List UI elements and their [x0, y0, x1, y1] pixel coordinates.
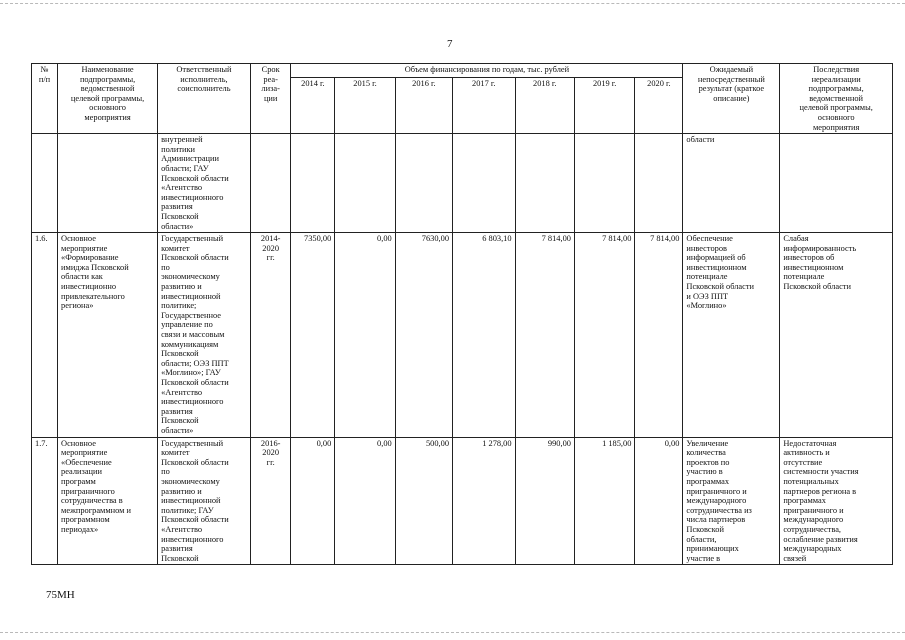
- footer-code: 75МН: [46, 589, 75, 601]
- cell-amount: 7 814,00: [574, 233, 634, 437]
- header-year: 2017 г.: [453, 78, 516, 134]
- cell-amount: [291, 134, 335, 233]
- cell-amount: [395, 134, 452, 233]
- cell-name: Основное мероприятие «Обеспечение реализации программ приграничного сотрудничества в межпрограммном и программном периодах»: [58, 437, 158, 565]
- cell-amount: 0,00: [291, 437, 335, 565]
- cell-name: Основное мероприятие «Формирование имиджа Псковской области как инвестиционно привлекательного региона»: [58, 233, 158, 437]
- cell-amount: 1 185,00: [574, 437, 634, 565]
- header-name: Наименование подпрограммы, ведомственной целевой программы, основного мероприятия: [58, 64, 158, 134]
- financing-table: [31, 63, 893, 565]
- cell-amount: 990,00: [515, 437, 574, 565]
- cell-amount: [335, 134, 395, 233]
- cell-amount: [453, 134, 516, 233]
- header-year: 2019 г.: [574, 78, 634, 134]
- cell-amount: 7 814,00: [515, 233, 574, 437]
- header-financing: Объем финансирования по годам, тыс. рублей: [291, 64, 683, 78]
- cell-amount: 7350,00: [291, 233, 335, 437]
- cell-result: Увеличение количества проектов по участию в программах приграничного и международного сотрудничества из числа партнеров Псковской области, принимающих участие в: [683, 437, 780, 565]
- header-num: № п/п: [32, 64, 58, 134]
- header-year: 2016 г.: [395, 78, 452, 134]
- cell-consequences: Слабая информированность инвесторов об инвестиционном потенциале Псковской области: [780, 233, 893, 437]
- header-executor: Ответственный исполнитель, соисполнитель: [158, 64, 251, 134]
- cell-term: 2014- 2020 гг.: [250, 233, 291, 437]
- cell-amount: [515, 134, 574, 233]
- cell-term: 2016- 2020 гг.: [250, 437, 291, 565]
- cell-num: [32, 134, 58, 233]
- cell-name: [58, 134, 158, 233]
- header-year: 2014 г.: [291, 78, 335, 134]
- cell-amount: [574, 134, 634, 233]
- cell-executor: Государственный комитет Псковской области по экономическому развитию и инвестиционной политике; Государственное управление по связи и массовым коммуникациям Псковской области; ОЭЗ ППТ «Моглино»; ГАУ Псковской области «Агентство инвестиционного развития Псковской области»: [158, 233, 251, 437]
- cell-consequences: [780, 134, 893, 233]
- scan-edge-top: [0, 3, 905, 4]
- header-year: 2020 г.: [635, 78, 683, 134]
- cell-num: 1.7.: [32, 437, 58, 565]
- cell-amount: 500,00: [395, 437, 452, 565]
- table-row: [32, 233, 893, 437]
- header-term: Срок реа- лиза- ции: [250, 64, 291, 134]
- cell-amount: 1 278,00: [453, 437, 516, 565]
- cell-num: 1.6.: [32, 233, 58, 437]
- header-year: 2015 г.: [335, 78, 395, 134]
- cell-amount: 0,00: [335, 437, 395, 565]
- header-result: Ожидаемый непосредственный результат (краткое описание): [683, 64, 780, 134]
- cell-executor: внутренней политики Администрации области; ГАУ Псковской области «Агентство инвестиционного развития Псковской области»: [158, 134, 251, 233]
- cell-result: области: [683, 134, 780, 233]
- scan-edge-bottom: [0, 632, 905, 633]
- cell-amount: 7 814,00: [635, 233, 683, 437]
- cell-executor: Государственный комитет Псковской области по экономическому развитию и инвестиционной политике; ГАУ Псковской области «Агентство инвестиционного развития Псковской: [158, 437, 251, 565]
- page-number: 7: [447, 38, 453, 50]
- cell-amount: [635, 134, 683, 233]
- table-row: [32, 134, 893, 233]
- cell-amount: 0,00: [635, 437, 683, 565]
- header-year: 2018 г.: [515, 78, 574, 134]
- cell-amount: 0,00: [335, 233, 395, 437]
- cell-amount: 7630,00: [395, 233, 452, 437]
- header-consequences: Последствия нереализации подпрограммы, ведомственной целевой программы, основного мероприятия: [780, 64, 893, 134]
- table-row: [32, 437, 893, 565]
- cell-term: [250, 134, 291, 233]
- cell-consequences: Недостаточная активность и отсутствие системности участия потенциальных партнеров региона в программах приграничного и международного сотрудничества, ослабление развития международных связей: [780, 437, 893, 565]
- cell-amount: 6 803,10: [453, 233, 516, 437]
- cell-result: Обеспечение инвесторов информацией об инвестиционном потенциале Псковской области и ОЭЗ ППТ «Моглино»: [683, 233, 780, 437]
